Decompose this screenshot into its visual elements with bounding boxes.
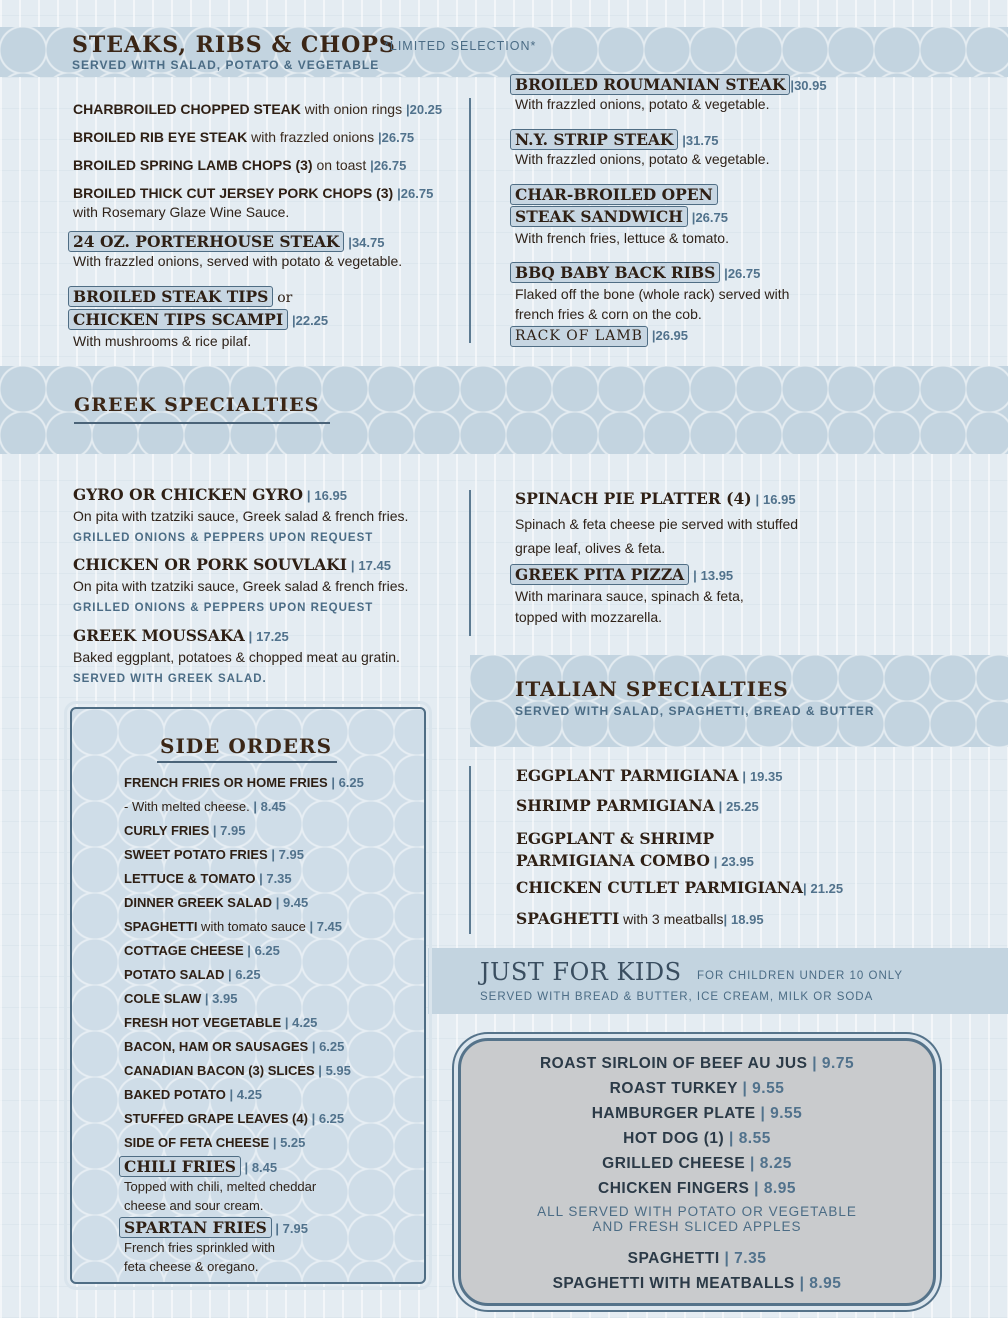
steaks-divider	[469, 98, 471, 343]
menu-item-spinach-pie: SPINACH PIE PLATTER (4) | 16.95 Spinach & feta cheese pie served with stuffed grape leaf, olives & feta.	[515, 489, 799, 556]
menu-item-porterhouse: 24 OZ. PORTERHOUSE STEAK |34.75 With frazzled onions, served with potato & vegetable.	[68, 231, 402, 270]
italian-header-band	[470, 655, 1008, 747]
side-item-chili-fries: CHILI FRIES | 8.45 Topped with chili, melted cheddar cheese and sour cream.	[119, 1156, 316, 1215]
kids-item: SPAGHETTI WITH MEATBALLS | 8.95	[552, 1275, 842, 1292]
side-item: STUFFED GRAPE LEAVES (4) | 6.25	[124, 1111, 345, 1126]
side-item: COTTAGE CHEESE | 6.25	[124, 943, 280, 958]
menu-item-steak-tips: BROILED STEAK TIPS or CHICKEN TIPS SCAMPI |22.25 With mushrooms & rice pilaf.	[68, 286, 328, 352]
menu-item-lamb-chops: BROILED SPRING LAMB CHOPS (3) on toast |26.75	[73, 157, 407, 173]
side-item: SWEET POTATO FRIES | 7.95	[124, 847, 304, 862]
kids-item: SPAGHETTI | 7.35	[627, 1250, 767, 1267]
side-item: FRENCH FRIES OR HOME FRIES | 6.25	[124, 775, 364, 790]
side-item: SIDE OF FETA CHEESE | 5.25	[124, 1135, 306, 1150]
italian-subtitle: SERVED WITH SALAD, SPAGHETTI, BREAD & BUTTER	[515, 704, 875, 718]
side-item: DINNER GREEK SALAD | 9.45	[124, 895, 309, 910]
italian-title: ITALIAN SPECIALTIES	[515, 677, 789, 701]
menu-item-rib-eye: BROILED RIB EYE STEAK with frazzled onions |26.75	[73, 129, 415, 145]
greek-title-underline	[74, 422, 330, 424]
kids-item: CHICKEN FINGERS | 8.95	[598, 1180, 796, 1197]
kids-served-note: ALL SERVED WITH POTATO OR VEGETABLE AND FRESH SLICED APPLES	[537, 1204, 857, 1234]
menu-item-souvlaki: CHICKEN OR PORK SOUVLAKI | 17.45 On pita with tzatziki sauce, Greek salad & french fries. GRILLED ONIONS & PEPPERS UPON REQUEST	[73, 555, 409, 614]
menu-item-bbq-ribs: BBQ BABY BACK RIBS |26.75 Flaked off the bone (whole rack) served with french fries & corn on the cob.	[510, 262, 789, 324]
greek-divider	[469, 490, 471, 636]
kids-item: HOT DOG (1) | 8.55	[623, 1130, 771, 1147]
menu-item-chicken-cutlet-parm: CHICKEN CUTLET PARMIGIANA| 21.25	[516, 878, 844, 897]
menu-item-ny-strip: N.Y. STRIP STEAK |31.75 With frazzled onions, potato & vegetable.	[510, 129, 769, 168]
side-item: LETTUCE & TOMATO | 7.35	[124, 871, 292, 886]
greek-title: GREEK SPECIALTIES	[74, 394, 320, 416]
side-item-spartan-fries: SPARTAN FRIES | 7.95 French fries sprinkled with feta cheese & oregano.	[119, 1217, 308, 1276]
menu-item-shrimp-parm: SHRIMP PARMIGIANA | 25.25	[516, 796, 759, 815]
menu-item-eggplant-shrimp-combo: EGGPLANT & SHRIMP PARMIGIANA COMBO | 23.95	[516, 829, 754, 870]
menu-item-spaghetti-meatballs: SPAGHETTI with 3 meatballs| 18.95	[516, 909, 764, 928]
side-item: CANADIAN BACON (3) SLICES | 5.95	[124, 1063, 351, 1078]
menu-item-pita-pizza: GREEK PITA PIZZA | 13.95 With marinara sauce, spinach & feta, topped with mozzarella.	[510, 564, 744, 628]
steaks-subtitle: SERVED WITH SALAD, POTATO & VEGETABLE	[72, 58, 380, 72]
menu-item-chopped-steak: CHARBROILED CHOPPED STEAK with onion rings |20.25	[73, 101, 443, 117]
side-item: - With melted cheese. | 8.45	[124, 799, 286, 814]
kids-item: ROAST SIRLOIN OF BEEF AU JUS | 9.75	[539, 1055, 855, 1072]
menu-item-pork-chops: BROILED THICK CUT JERSEY PORK CHOPS (3) |26.75 with Rosemary Glaze Wine Sauce.	[73, 185, 434, 220]
side-orders-underline	[157, 761, 337, 763]
side-item: POTATO SALAD | 6.25	[124, 967, 261, 982]
kids-item: GRILLED CHEESE | 8.25	[602, 1155, 792, 1172]
menu-item-moussaka: GREEK MOUSSAKA | 17.25 Baked eggplant, potatoes & chopped meat au gratin. SERVED WITH GREEK SALAD.	[73, 626, 400, 685]
menu-item-rack-of-lamb: RACK OF LAMB |26.95	[510, 326, 688, 347]
kids-item: ROAST TURKEY | 9.55	[609, 1080, 785, 1097]
kids-subtitle: SERVED WITH BREAD & BUTTER, ICE CREAM, MILK OR SODA	[480, 991, 874, 1003]
side-item: FRESH HOT VEGETABLE | 4.25	[124, 1015, 318, 1030]
steaks-title: STEAKS, RIBS & CHOPS	[72, 32, 396, 58]
menu-item-gyro: GYRO OR CHICKEN GYRO | 16.95 On pita with tzatziki sauce, Greek salad & french fries. GRILLED ONIONS & PEPPERS UPON REQUEST	[73, 485, 409, 544]
menu-item-roumanian-steak: BROILED ROUMANIAN STEAK |30.95 With frazzled onions, potato & vegetable.	[510, 74, 827, 113]
side-orders-title: SIDE ORDERS	[160, 734, 333, 758]
menu-item-steak-sandwich: CHAR-BROILED OPEN STEAK SANDWICH |26.75 With french fries, lettuce & tomato.	[510, 184, 729, 249]
limited-selection-note: *LIMITED SELECTION*	[384, 39, 537, 53]
side-item: BAKED POTATO | 4.25	[124, 1087, 263, 1102]
side-item: BACON, HAM OR SAUSAGES | 6.25	[124, 1039, 345, 1054]
menu-item-eggplant-parm: EGGPLANT PARMIGIANA | 19.35	[516, 766, 783, 785]
side-item: COLE SLAW | 3.95	[124, 991, 238, 1006]
kids-age-note: FOR CHILDREN UNDER 10 ONLY	[697, 970, 903, 982]
italian-divider	[469, 766, 471, 934]
side-item: CURLY FRIES | 7.95	[124, 823, 246, 838]
kids-item: HAMBURGER PLATE | 9.55	[591, 1105, 803, 1122]
kids-title: JUST FOR KIDS	[480, 958, 682, 986]
side-item: SPAGHETTI with tomato sauce | 7.45	[124, 919, 343, 934]
